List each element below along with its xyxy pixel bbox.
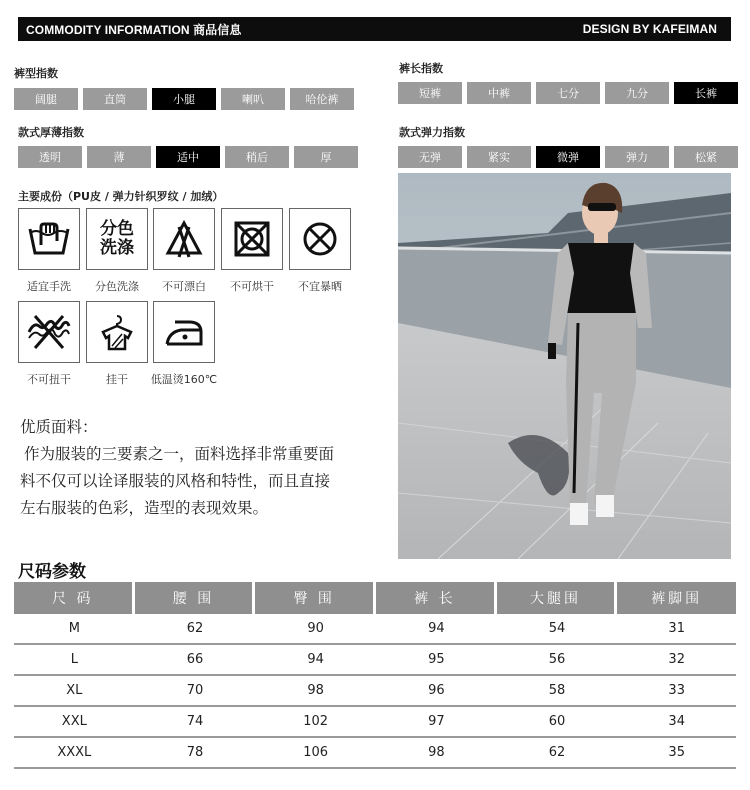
fabric-line-1: 作为服装的三要素之一，面料选择非常重要面 bbox=[24, 445, 335, 463]
fabric-title: 优质面料： bbox=[20, 418, 98, 436]
care-label: 不可扭干 bbox=[27, 373, 71, 386]
pant-length-options bbox=[398, 82, 738, 104]
header-bar bbox=[18, 17, 731, 41]
elasticity-index-label: 款式弹力指数 bbox=[399, 126, 465, 139]
care-label: 不可漂白 bbox=[162, 280, 206, 293]
no-wring-icon bbox=[18, 301, 80, 363]
index-option: 小腿 bbox=[152, 88, 216, 110]
table-cell: M bbox=[68, 621, 80, 636]
thickness-index-label: 款式厚薄指数 bbox=[18, 126, 84, 139]
index-option: 厚 bbox=[294, 146, 358, 168]
table-cell: 94 bbox=[307, 652, 324, 667]
index-option: 直筒 bbox=[83, 88, 147, 110]
care-item-no-bleach bbox=[153, 208, 215, 294]
table-cell: XXXL bbox=[57, 745, 92, 760]
table-cell: 94 bbox=[428, 621, 445, 636]
table-cell: 32 bbox=[668, 652, 685, 667]
column-header: 大腿围 bbox=[497, 582, 615, 614]
care-item-hang-dry bbox=[86, 301, 148, 387]
index-option: 喇叭 bbox=[221, 88, 285, 110]
no-bleach-icon bbox=[153, 208, 215, 270]
composition-label: 主要成份（PU皮 / 弹力针织罗纹 / 加绒） bbox=[18, 190, 224, 203]
table-cell: 54 bbox=[548, 621, 566, 636]
elasticity-options bbox=[398, 146, 738, 168]
column-header: 尺 码 bbox=[14, 582, 132, 614]
column-header: 臀 围 bbox=[255, 582, 373, 614]
table-cell: XXL bbox=[61, 714, 87, 729]
separate-wash-icon bbox=[86, 208, 148, 270]
table-row bbox=[14, 707, 736, 738]
table-cell: 60 bbox=[548, 714, 566, 729]
product-photo bbox=[398, 173, 731, 559]
table-row bbox=[14, 738, 736, 769]
table-cell: 31 bbox=[668, 621, 685, 636]
table-cell: 98 bbox=[307, 683, 324, 698]
hand-wash-icon bbox=[18, 208, 80, 270]
table-cell: 35 bbox=[668, 745, 685, 760]
care-label: 分色洗涤 bbox=[95, 280, 139, 293]
table-cell: L bbox=[70, 652, 78, 667]
size-table-title: 尺码参数 bbox=[18, 562, 86, 582]
care-label: 适宜手洗 bbox=[27, 280, 71, 293]
table-cell: 102 bbox=[303, 714, 329, 729]
pant-type-options bbox=[14, 88, 354, 110]
care-item-low-iron bbox=[150, 301, 218, 387]
no-sun-dry-icon bbox=[289, 208, 351, 270]
table-cell: 96 bbox=[428, 683, 445, 698]
index-option: 无弹 bbox=[398, 146, 462, 168]
table-cell: 34 bbox=[668, 714, 685, 729]
index-option: 弹力 bbox=[605, 146, 669, 168]
no-tumble-dry-icon bbox=[221, 208, 283, 270]
care-label: 低温烫160℃ bbox=[150, 373, 218, 386]
index-option: 七分 bbox=[536, 82, 600, 104]
fabric-line-2: 料不仅可以诠译服装的风格和特性，而且直接 bbox=[20, 472, 331, 490]
table-cell: 66 bbox=[186, 652, 204, 667]
hang-dry-icon bbox=[86, 301, 148, 363]
fabric-line-3: 左右服装的色彩，造型的表现效果。 bbox=[20, 499, 269, 517]
care-item-no-tumble-dry bbox=[221, 208, 283, 294]
table-row bbox=[14, 676, 736, 707]
index-option: 紧实 bbox=[467, 146, 531, 168]
table-cell: 70 bbox=[186, 683, 204, 698]
table-cell: 33 bbox=[668, 683, 685, 698]
care-label: 挂干 bbox=[106, 373, 128, 386]
index-option: 中裤 bbox=[467, 82, 531, 104]
table-cell: 56 bbox=[548, 652, 566, 667]
separate-wash-icon-text-bottom: 洗涤 bbox=[100, 238, 134, 258]
table-cell: 106 bbox=[303, 745, 329, 760]
table-cell: 58 bbox=[548, 683, 566, 698]
table-cell: 97 bbox=[428, 714, 445, 729]
care-item-hand-wash bbox=[18, 208, 80, 294]
index-option: 微弹 bbox=[536, 146, 600, 168]
table-cell: 62 bbox=[548, 745, 566, 760]
table-cell: XL bbox=[66, 683, 83, 698]
index-option: 哈伦裤 bbox=[290, 88, 354, 110]
care-label: 不宜暴晒 bbox=[298, 280, 342, 293]
low-iron-icon bbox=[153, 301, 215, 363]
table-cell: 78 bbox=[186, 745, 204, 760]
pant-type-index-label: 裤型指数 bbox=[14, 67, 58, 80]
table-row bbox=[14, 614, 736, 645]
table-cell: 90 bbox=[307, 621, 324, 636]
index-option: 短裤 bbox=[398, 82, 462, 104]
fabric-description bbox=[20, 414, 370, 522]
table-cell: 74 bbox=[186, 714, 204, 729]
care-item-no-sun-dry bbox=[289, 208, 351, 294]
thickness-options bbox=[18, 146, 358, 168]
care-label: 不可烘干 bbox=[230, 280, 274, 293]
separate-wash-icon-text-top: 分色 bbox=[100, 219, 134, 239]
header-right-brand: DESIGN BY KAFEIMAN bbox=[582, 22, 717, 36]
table-cell: 98 bbox=[428, 745, 445, 760]
index-option: 适中 bbox=[156, 146, 220, 168]
index-option: 阔腿 bbox=[14, 88, 78, 110]
index-option: 稍后 bbox=[225, 146, 289, 168]
index-option: 薄 bbox=[87, 146, 151, 168]
pant-length-index-label: 裤长指数 bbox=[399, 62, 443, 75]
table-cell: 62 bbox=[186, 621, 204, 636]
care-item-separate-wash bbox=[86, 208, 148, 294]
index-option: 九分 bbox=[605, 82, 669, 104]
index-option: 松紧 bbox=[674, 146, 738, 168]
column-header: 裤脚围 bbox=[617, 582, 736, 614]
size-table-header bbox=[14, 582, 736, 614]
column-header: 腰 围 bbox=[135, 582, 253, 614]
index-option: 长裤 bbox=[674, 82, 738, 104]
size-table-body bbox=[14, 614, 736, 769]
column-header: 裤 长 bbox=[376, 582, 494, 614]
size-table bbox=[14, 582, 736, 769]
table-row bbox=[14, 645, 736, 676]
table-cell: 95 bbox=[428, 652, 445, 667]
index-option: 透明 bbox=[18, 146, 82, 168]
header-left-title: COMMODITY INFORMATION 商品信息 bbox=[26, 22, 242, 37]
care-item-no-wring bbox=[18, 301, 80, 387]
